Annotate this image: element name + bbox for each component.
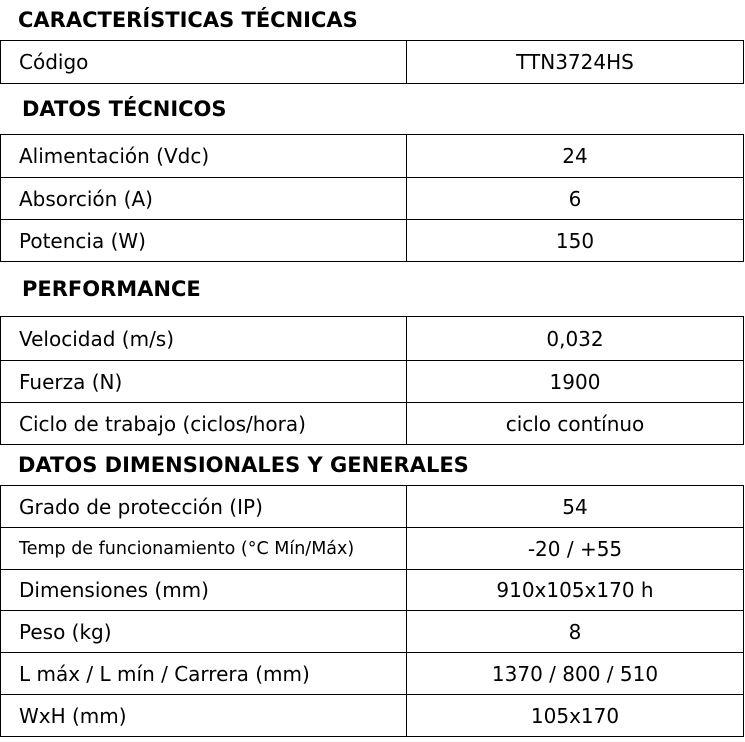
row-label-potencia: Potencia (W)	[1, 220, 407, 262]
row-value-ciclo-trabajo: ciclo contínuo	[407, 403, 744, 445]
row-label-peso: Peso (kg)	[1, 611, 407, 653]
row-value-grado-proteccion: 54	[407, 486, 744, 528]
table-row	[1, 611, 744, 653]
row-label-wxh: WxH (mm)	[1, 695, 407, 737]
row-value-l-max-min-carrera: 1370 / 800 / 510	[407, 653, 744, 695]
row-label-ciclo-trabajo: Ciclo de trabajo (ciclos/hora)	[1, 403, 407, 445]
table-row	[1, 361, 744, 403]
row-value-dimensiones: 910x105x170 h	[407, 570, 744, 611]
section-title-datos-tecnicos: DATOS TÉCNICOS	[22, 96, 227, 121]
row-label-velocidad: Velocidad (m/s)	[1, 317, 407, 361]
row-value-wxh: 105x170	[407, 695, 744, 737]
row-label-alimentacion: Alimentación (Vdc)	[1, 135, 407, 178]
row-value-temp-funcionamiento: -20 / +55	[407, 528, 744, 570]
table-row	[1, 317, 744, 361]
row-value-peso: 8	[407, 611, 744, 653]
row-label-l-max-min-carrera: L máx / L mín / Carrera (mm)	[1, 653, 407, 695]
row-value-alimentacion: 24	[407, 135, 744, 178]
row-label-dimensiones: Dimensiones (mm)	[1, 570, 407, 611]
table-row	[1, 178, 744, 220]
section-title-datos-dimensionales: DATOS DIMENSIONALES Y GENERALES	[18, 452, 469, 477]
table-row	[1, 403, 744, 445]
table-row	[1, 41, 744, 84]
row-value-absorcion: 6	[407, 178, 744, 220]
row-value-codigo: TTN3724HS	[407, 41, 744, 84]
spec-table-datos-dimensionales	[0, 485, 744, 737]
table-row	[1, 220, 744, 262]
section-title-performance: PERFORMANCE	[22, 276, 201, 301]
row-value-velocidad: 0,032	[407, 317, 744, 361]
row-label-codigo: Código	[1, 41, 407, 84]
row-label-grado-proteccion: Grado de protección (IP)	[1, 486, 407, 528]
table-row	[1, 486, 744, 528]
spec-table-caracteristicas	[0, 40, 744, 84]
row-label-absorcion: Absorción (A)	[1, 178, 407, 220]
row-label-temp-funcionamiento: Temp de funcionamiento (°C Mín/Máx)	[1, 528, 407, 570]
row-value-potencia: 150	[407, 220, 744, 262]
row-value-fuerza: 1900	[407, 361, 744, 403]
table-row	[1, 570, 744, 611]
table-row	[1, 528, 744, 570]
table-row	[1, 135, 744, 178]
row-label-fuerza: Fuerza (N)	[1, 361, 407, 403]
table-row	[1, 695, 744, 737]
spec-table-performance	[0, 316, 744, 445]
table-row	[1, 653, 744, 695]
section-title-caracteristicas-tecnicas: CARACTERÍSTICAS TÉCNICAS	[18, 7, 358, 32]
spec-table-datos-tecnicos	[0, 134, 744, 262]
